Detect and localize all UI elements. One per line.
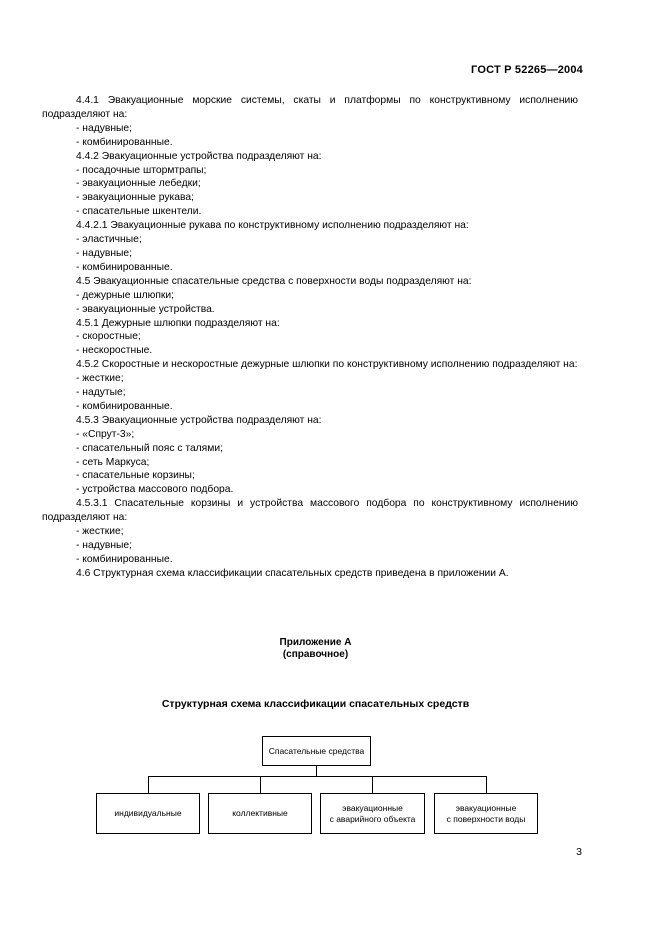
list-item: - жесткие; [76, 373, 124, 385]
list-item: - сеть Маркуса; [76, 456, 150, 468]
appendix-label: Приложение А [279, 637, 352, 648]
list-item: - комбинированные. [76, 136, 173, 148]
child-connector [486, 776, 487, 793]
list-item: - спасательные корзины; [76, 470, 195, 482]
paragraph: 4.5 Эвакуационные спасательные средства с поверхности воды подразделяют на: [76, 275, 472, 287]
diagram-title: Структурная схема классификации спасательных средств [161, 698, 470, 710]
child-box-evac-water [434, 793, 538, 834]
appendix-kind: (справочное) [282, 649, 349, 660]
list-item: - комбинированные. [76, 553, 173, 565]
list-item: - эвакуационные рукава; [76, 192, 194, 204]
child-connector [148, 776, 149, 793]
list-item: - жесткие; [76, 526, 124, 538]
root-box: Спасательные средства [262, 736, 371, 766]
child-box-collective [208, 793, 312, 834]
list-item: - спасательные шкентели. [76, 206, 202, 218]
list-item: - эластичные; [76, 234, 142, 246]
document-code: ГОСТ Р 52265—2004 [471, 64, 583, 76]
child-label: с аварийного объекта [329, 813, 416, 824]
list-item: - нескоростные. [76, 345, 153, 357]
list-item: - комбинированные. [76, 400, 173, 412]
list-item: - комбинированные. [76, 261, 173, 273]
paragraph: 4.5.3 Эвакуационные устройства подразделяют на: [76, 414, 322, 426]
paragraph: 4.4.1 Эвакуационные морские системы, скаты и платформы по конструктивному исполнению подразделяют на: [42, 95, 578, 120]
list-item: - устройства массового подбора. [76, 484, 234, 496]
child-connector [372, 776, 373, 793]
appendix-heading [0, 637, 631, 661]
child-label: индивидуальные [114, 808, 182, 818]
body-text [42, 94, 578, 581]
paragraph: 4.5.3.1 Спасательные корзины и устройства массового подбора по конструктивному исполнению подразделяют на: [42, 498, 578, 524]
child-label: коллективные [232, 808, 288, 818]
child-label: эвакуационные [455, 802, 517, 813]
list-item: - надувные; [76, 247, 133, 259]
child-label: эвакуационные [342, 802, 403, 813]
list-item: - эвакуационные лебедки; [76, 178, 201, 190]
child-connector [260, 776, 261, 793]
list-item: - надувные; [76, 540, 133, 551]
paragraph: 4.6 Структурная схема классификации спасательных средств приведена в приложении А. [76, 567, 509, 579]
paragraph: 4.5.1 Дежурные шлюпки подразделяют на: [76, 317, 280, 329]
paragraph: 4.4.2 Эвакуационные устройства подразделяют на: [76, 150, 322, 162]
list-item: - скоростные; [76, 331, 141, 343]
list-item: - посадочные штормтрапы; [76, 164, 207, 176]
list-item: - надувные; [76, 122, 133, 134]
page-number: 3 [576, 846, 582, 858]
list-item: - надутые; [76, 387, 126, 399]
paragraph: 4.5.2 Скоростные и нескоростные дежурные шлюпки по конструктивному исполнению подразделяют на: [76, 359, 578, 371]
list-item: - спасательный пояс с талями; [76, 442, 223, 454]
list-item: - эвакуационные устройства. [76, 303, 215, 315]
child-box-evac-emergency [320, 793, 425, 834]
list-item: - «Спрут-3»; [76, 428, 135, 440]
paragraph: 4.4.2.1 Эвакуационные рукава по конструктивному исполнению подразделяют на: [76, 220, 469, 232]
child-label: с поверхности воды [446, 813, 526, 824]
list-item: - дежурные шлюпки; [76, 289, 175, 301]
branch-line [148, 776, 486, 777]
classification-diagram [0, 736, 661, 841]
child-box-individual [96, 793, 200, 834]
root-connector [316, 766, 317, 776]
